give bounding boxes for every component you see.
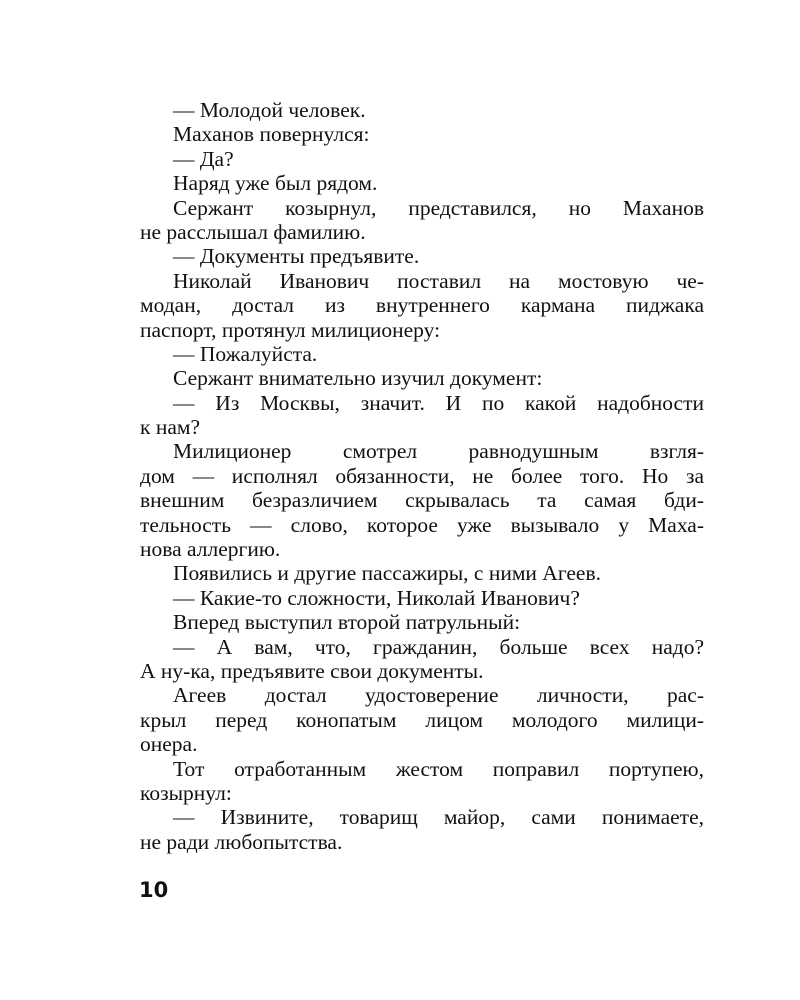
text-line: Маханов повернулся: — [173, 122, 370, 147]
text-line: Сержант козырнул, представился, но Маханов — [173, 195, 704, 220]
text-line: — Да? — [173, 146, 234, 171]
text-line: Агеев достал удостоверение личности, рас- — [173, 683, 704, 708]
text-line: модан, достал из внутреннего кармана пиджака — [140, 293, 704, 318]
text-line: нова аллергию. — [140, 537, 281, 562]
text-line: дом — исполнял обязанности, не более того. Но за — [140, 463, 704, 488]
text-line: Наряд уже был рядом. — [173, 171, 378, 196]
text-line: Милиционер смотрел равнодушным взгля- — [173, 439, 704, 464]
body-text — [140, 98, 704, 854]
text-line: Вперед выступил второй патрульный: — [173, 610, 521, 635]
text-line: Николай Иванович поставил на мостовую че- — [173, 268, 704, 293]
text-line: — Извините, товарищ майор, сами понимаете, — [173, 805, 704, 830]
text-line: крыл перед конопатым лицом молодого милици- — [140, 707, 704, 732]
text-line: — Молодой человек. — [173, 98, 366, 122]
text-line: не расслышал фамилию. — [140, 219, 366, 244]
text-line: — Документы предъявите. — [173, 244, 420, 269]
text-line: — А вам, что, гражданин, больше всех надо? — [173, 634, 704, 659]
text-line: паспорт, протянул милиционеру: — [140, 317, 441, 342]
text-line: — Какие-то сложности, Николай Иванович? — [173, 585, 580, 610]
text-line: не ради любопытства. — [140, 829, 343, 854]
text-line: Тот отработанным жестом поправил портупею, — [173, 756, 704, 781]
text-line: А ну-ка, предъявите свои документы. — [140, 658, 484, 683]
text-line: онера. — [140, 732, 198, 757]
text-line: — Из Москвы, значит. И по какой надобности — [173, 390, 704, 415]
text-line: тельность — слово, которое уже вызывало у Маха- — [140, 512, 704, 537]
text-line: — Пожалуйста. — [173, 341, 318, 366]
text-line: Сержант внимательно изучил документ: — [173, 366, 543, 391]
text-line: козырнул: — [140, 780, 232, 805]
text-line: к нам? — [140, 415, 201, 440]
text-line: внешним безразличием скрывалась та самая бди- — [140, 488, 704, 513]
page-number: 10 — [139, 878, 169, 902]
text-line: Появились и другие пассажиры, с ними Агеев. — [173, 561, 601, 586]
